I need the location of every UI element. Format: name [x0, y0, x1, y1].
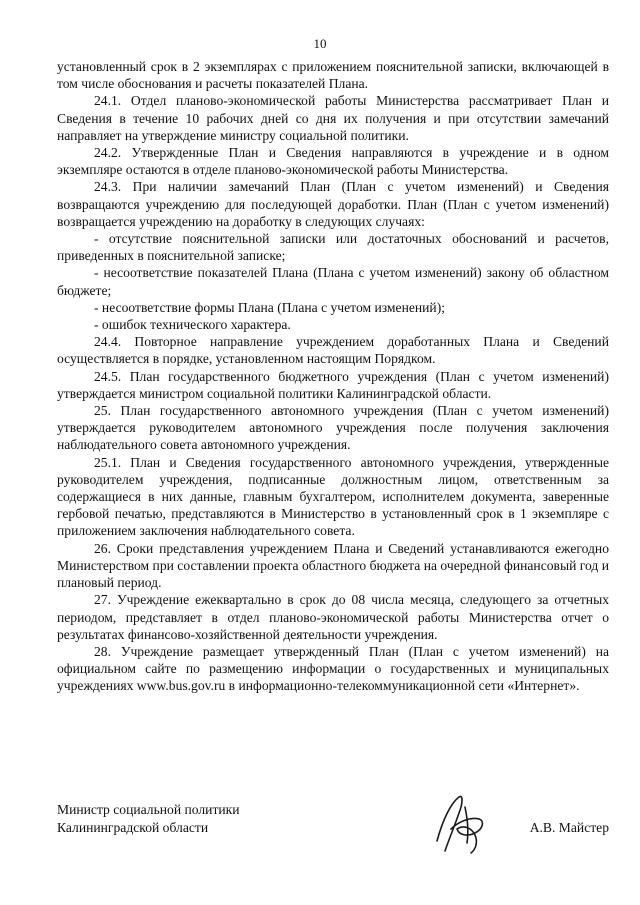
paragraph-24-4: 24.4. Повторное направление учреждением доработанных Плана и Сведений осуществляется в порядке, установленном настоящим Порядком.	[57, 334, 609, 367]
paragraph-25-1: 25.1. План и Сведения государственного автономного учреждения, утвержденные руководителем учреждения, подписанные должностным лицом, ответственным за содержащиеся в них данные, главным бухгалтером, исполнителем документа, заверенные гербовой печатью, представляются в Министерство в установленный срок в 1 экземпляре с приложением заключения наблюдательного совета.	[57, 454, 609, 539]
paragraph-27: 27. Учреждение ежеквартально в срок до 08 числа месяца, следующего за отчетных периодом, представляет в отдел планово-экономической работы Министерства отчет о результатах финансово-хозяйственной деятельности учреждения.	[57, 592, 609, 642]
paragraph-continuation: установленный срок в 2 экземплярах с приложением пояснительной записки, включающей в том числе обоснования и расчеты показателей Плана.	[57, 59, 609, 92]
signature-block	[57, 801, 609, 861]
document-body	[57, 58, 609, 695]
paragraph-28: 28. Учреждение размещает утвержденный План (План с учетом изменений) на официальном сайте по размещению информации о государственных и муниципальных учреждениях www.bus.gov.ru в информационно-телекоммуникационной сети «Интернет».	[57, 643, 609, 694]
paragraph-25: 25. План государственного автономного учреждения (План с учетом изменений) утверждается руководителем автономного учреждения после получения заключения наблюдательного совета автономного учреждения.	[57, 403, 609, 453]
signer-position-line: Калининградской области	[57, 820, 209, 835]
list-item: - ошибок технического характера.	[94, 317, 291, 333]
list-item: - отсутствие пояснительной записки или достаточных обоснований и расчетов, приведенных в пояснительной записке;	[57, 231, 609, 264]
paragraph-26: 26. Сроки представления учреждением Плана и Сведений устанавливаются ежегодно Министерством при составлении проекта областного бюджета на очередной финансовый год и плановый период.	[57, 540, 609, 591]
signer-position-line: Министр социальной политики	[57, 802, 240, 817]
list-item: - несоответствие показателей Плана (Плана с учетом изменений) закону об областном бюджете;	[57, 265, 609, 298]
paragraph-24-3: 24.3. При наличии замечаний План (План с учетом изменений) и Сведения возвращаются учреждению для последующей доработки. План (План с учетом изменений) возвращается учреждению на доработку в следующих случаях:	[57, 179, 609, 229]
signer-position	[57, 801, 240, 837]
list-item: - несоответствие формы Плана (Плана с учетом изменений);	[94, 299, 446, 315]
paragraph-24-2: 24.2. Утвержденные План и Сведения направляются в учреждение и в одном экземпляре остаются в отделе планово-экономической работы Министерства.	[57, 145, 609, 178]
signer-name: А.В. Майстер	[529, 820, 609, 835]
paragraph-24-5: 24.5. План государственного бюджетного учреждения (План с учетом изменений) утверждается министром социальной политики Калининградской области.	[57, 368, 609, 401]
handwritten-signature-icon	[429, 789, 491, 859]
paragraph-24-1: 24.1. Отдел планово-экономической работы Министерства рассматривает План и Сведения в течение 10 рабочих дней со дня их получения и при отсутствии замечаний направляет на утверждение министру социальной политики.	[57, 93, 609, 143]
page-number: 10	[313, 36, 327, 51]
